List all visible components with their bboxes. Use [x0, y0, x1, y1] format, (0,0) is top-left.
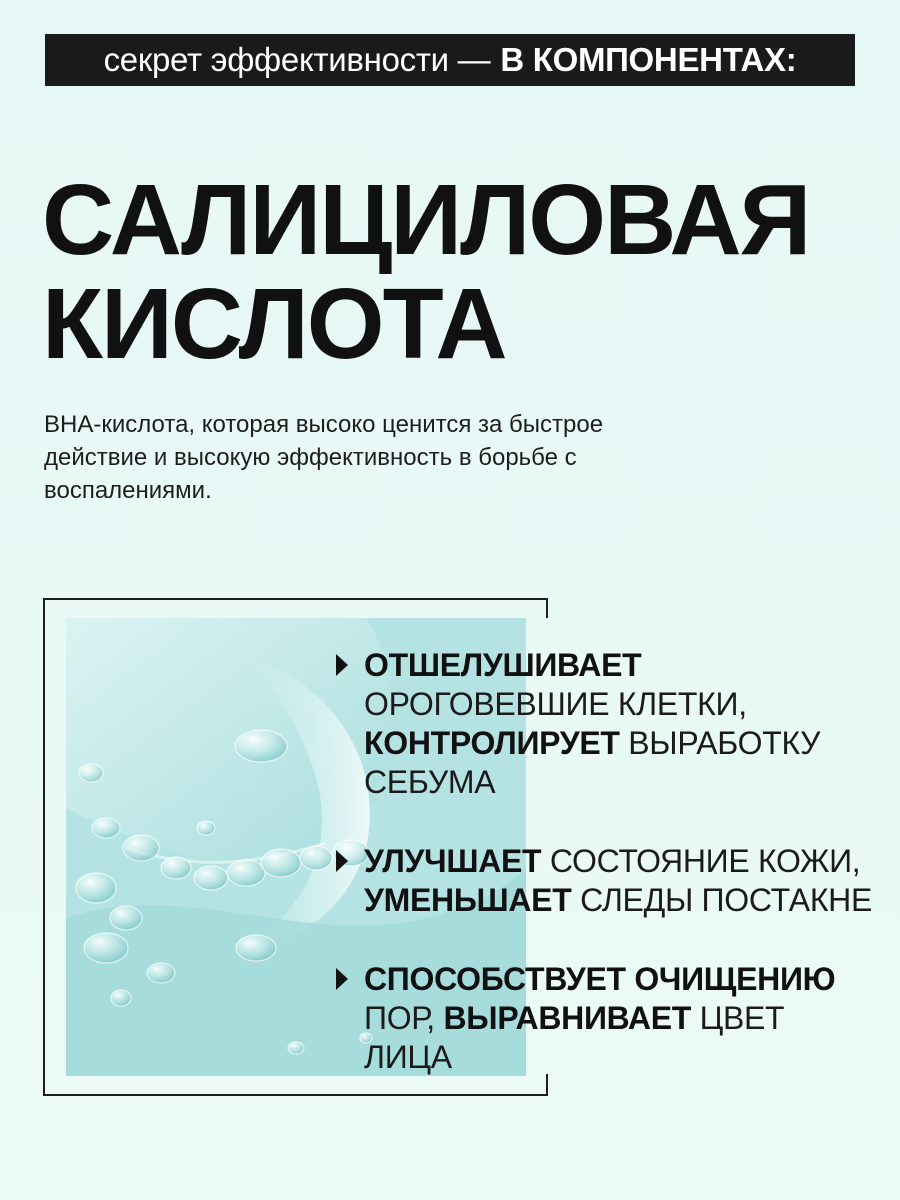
benefit-text: [364, 960, 874, 1077]
benefit-regular: ОРОГОВЕВШИЕ КЛЕТКИ,: [364, 686, 747, 722]
benefits-list: [334, 646, 874, 1117]
frame-top-border: [43, 598, 548, 600]
frame-left-border: [43, 598, 45, 1096]
triangle-right-icon: [336, 968, 348, 990]
title-line-2: КИСЛОТА: [42, 268, 506, 380]
benefit-bold: КОНТРОЛИРУЕТ: [364, 725, 620, 761]
benefit-bold: УЛУЧШАЕТ: [364, 843, 542, 879]
description-text: ВНА-кислота, которая высоко ценится за быстрое действие и высокую эффективность в борьбе с воспалениями.: [44, 411, 604, 504]
benefit-bold: УМЕНЬШАЕТ: [364, 882, 572, 918]
benefit-bold: ОТШЕЛУШИВАЕТ: [364, 647, 642, 683]
triangle-right-icon: [336, 850, 348, 872]
benefit-item: [334, 960, 874, 1077]
benefit-text: [364, 646, 874, 802]
benefit-regular: ЦВЕТ ЛИЦА: [364, 1000, 785, 1075]
benefit-bold: СПОСОБСТВУЕТ ОЧИЩЕНИЮ: [364, 961, 836, 997]
benefit-text: [364, 842, 874, 920]
benefit-regular: ВЫРАБОТКУ СЕБУМА: [364, 725, 821, 800]
page-title: [42, 164, 810, 380]
frame-corner-tick: [546, 598, 548, 618]
benefit-regular: СОСТОЯНИЕ КОЖИ,: [541, 843, 861, 879]
triangle-right-icon: [336, 654, 348, 676]
banner-prefix: секрет эффективности —: [103, 41, 491, 78]
benefit-item: [334, 646, 874, 802]
benefit-bold: ВЫРАВНИВАЕТ: [443, 1000, 691, 1036]
banner-emphasis: В КОМПОНЕНТАХ:: [500, 41, 797, 78]
header-banner: [45, 34, 855, 86]
title-line-1: САЛИЦИЛОВАЯ: [42, 164, 810, 276]
benefit-regular: СЛЕДЫ ПОСТАКНЕ: [571, 882, 873, 918]
benefit-regular: ПОР,: [364, 1000, 444, 1036]
benefit-item: [334, 842, 874, 920]
